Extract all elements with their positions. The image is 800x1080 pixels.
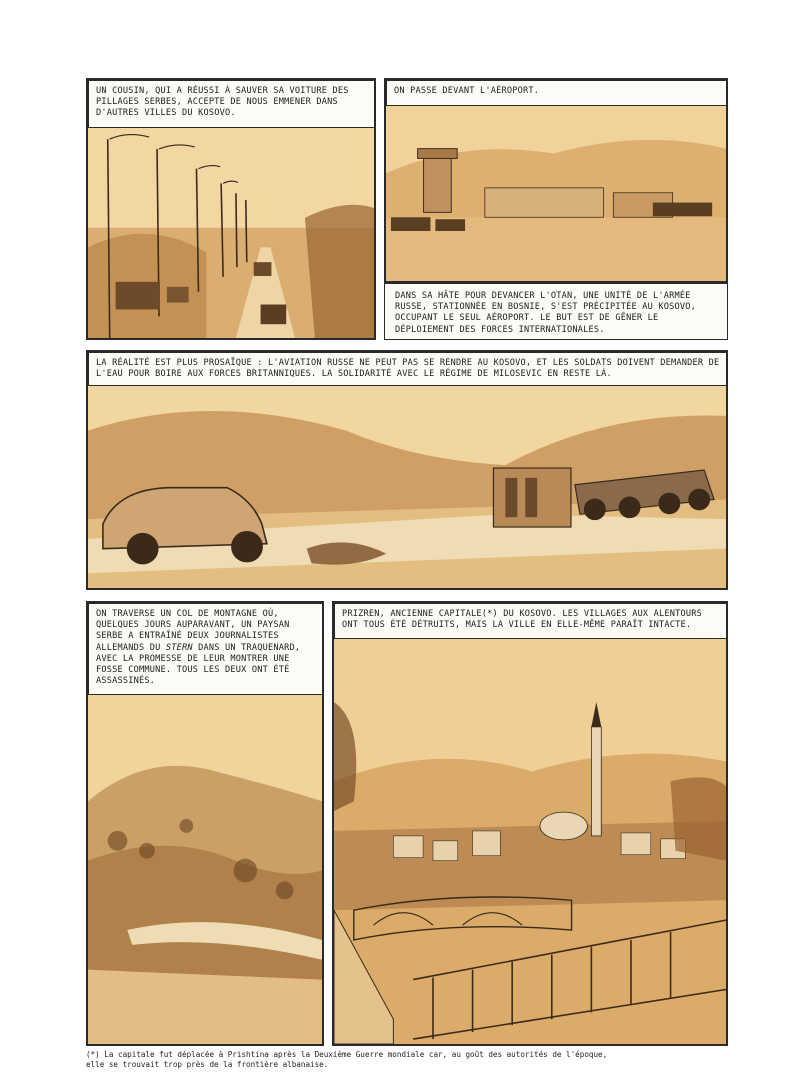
panel-mountain-pass — [86, 601, 324, 1046]
caption-panel-5: PRIZREN, ANCIENNE CAPITALE(*) DU KOSOVO. LES VILLAGES AUX ALENTOURS ONT TOUS ÉTÉ DÉTRUITS, MAIS LA VILLE EN ELLE-MÊME PARAÎT INTACTE. — [334, 603, 728, 639]
panel-prizren — [332, 601, 728, 1046]
checkpoint-illustration — [88, 352, 726, 588]
caption-panel-4-text-a: ON TRAVERSE UN COL DE MONTAGNE OÙ, QUELQUES JOURS AUPARAVANT, UN PAYSAN SERBE A ENTRAÎNÉ DEUX JOURNALISTES ALLEMANDS DU — [96, 609, 290, 653]
airport-illustration — [386, 80, 726, 281]
caption-panel-4-magazine: STERN — [165, 642, 193, 653]
caption-panel-2b: DANS SA HÂTE POUR DEVANCER L'OTAN, UNE UNITÉ DE L'ARMÉE RUSSE, STATIONNÉE EN BOSNIE, S'EST PRÉCIPITÉE AU KOSOVO, OCCUPANT LE SEUL AÉROPORT. LE BUT EST DE GÊNER LE DÉPLOIEMENT DES FORCES INTERNATIONALES. — [384, 283, 728, 340]
caption-panel-4-text-b: DANS UN TRAQUENARD, AVEC LA PROMESSE DE LEUR MONTRER UNE FOSSE COMMUNE. TOUS LES DEUX ONT ÉTÉ ASSASSINÉS. — [96, 642, 301, 687]
caption-panel-3: LA RÉALITÉ EST PLUS PROSAÏQUE : L'AVIATION RUSSE NE PEUT PAS SE RENDRE AU KOSOVO, ET LES SOLDATS DOIVENT DEMANDER DE L'EAU POUR BOIRE AUX FORCES BRITANNIQUES. LA SOLIDARITÉ AVEC LE RÉGIME DE MILOSEVIC EN RESTE LÀ. — [88, 352, 728, 386]
footnote — [86, 1050, 726, 1070]
panel-checkpoint — [86, 350, 728, 590]
panel-airport — [384, 78, 728, 283]
caption-panel-1: UN COUSIN, QUI A RÉUSSI À SAUVER SA VOITURE DES PILLAGES SERBES, ACCEPTE DE NOUS EMMENER DANS D'AUTRES VILLES DU KOSOVO. — [88, 80, 376, 128]
footnote-line-1: (*) La capitale fut déplacée à Prishtina après la Deuxième Guerre mondiale car, au goût des autorités de l'époque, — [86, 1050, 608, 1059]
caption-panel-2: ON PASSE DEVANT L'AÉROPORT. — [386, 80, 728, 106]
footnote-line-2: elle se trouvait trop près de la frontière albanaise. — [86, 1060, 329, 1069]
panel-highway — [86, 78, 376, 340]
prizren-illustration — [334, 603, 726, 1044]
caption-panel-4 — [88, 603, 324, 695]
